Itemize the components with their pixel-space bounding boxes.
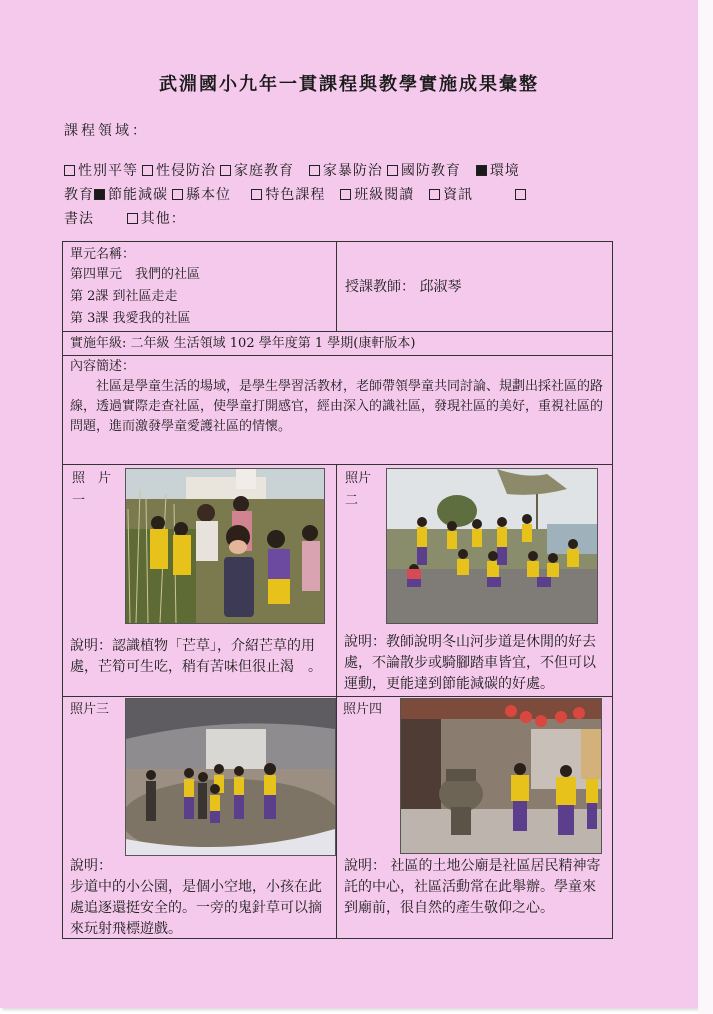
checkbox-box[interactable] [515, 189, 526, 200]
calligraphy-label: 書法 [64, 211, 94, 227]
checkbox-gender-equality[interactable]: 性別平等 [64, 163, 138, 179]
photo-4-scene [401, 699, 601, 853]
unit-line-2: 第 2課 到社區走走 [70, 289, 178, 304]
grade-line: 實施年級: 二年級 生活領域 102 學年度第 1 學期(康軒版本) [70, 336, 416, 351]
checkbox-box[interactable] [127, 213, 138, 224]
unit-line-1: 第四單元 我們的社區 [70, 267, 201, 282]
checkbox-box[interactable] [429, 189, 440, 200]
teacher-label: 授課教師： [345, 279, 415, 295]
summary-label: 內容簡述： [70, 359, 136, 374]
table-divider [336, 241, 337, 331]
checkbox-row-3 [64, 208, 190, 228]
checkbox-other[interactable]: 其他： [127, 211, 186, 227]
document-title: 武淵國小九年一貫課程與教學實施成果彙整 [159, 74, 539, 95]
photo-2-label: 照片 二 [345, 471, 372, 508]
checkbox-box[interactable] [251, 189, 262, 200]
checkbox-sexual-assault-prevention[interactable]: 性侵防治 [142, 163, 216, 179]
unit-label: 單元名稱： [70, 247, 136, 262]
unit-line-3: 第 3課 我愛我的社區 [70, 311, 191, 326]
table-divider [62, 331, 613, 332]
checkbox-box[interactable] [172, 189, 183, 200]
course-domain-label: 課程領域： [64, 123, 149, 139]
checkbox-box-checked[interactable] [94, 189, 105, 200]
checkbox-family-education[interactable]: 家庭教育 [220, 163, 294, 179]
checkbox-row-2 [64, 184, 533, 204]
table-divider [336, 464, 337, 939]
photo-2-scene [387, 469, 597, 623]
checkbox-county-based[interactable]: 縣本位 [172, 187, 231, 203]
photo-1-image [125, 468, 325, 624]
teacher-name: 邱淑琴 [419, 279, 462, 295]
photo-3-label: 照片三 [70, 702, 110, 717]
photo-3-scene [126, 699, 335, 855]
checkbox-domestic-violence[interactable]: 家暴防治 [309, 163, 383, 179]
checkbox-box[interactable] [309, 165, 320, 176]
checkbox-blank[interactable] [515, 187, 529, 203]
photo-4-image [400, 698, 602, 854]
checkbox-box-checked[interactable] [476, 165, 487, 176]
checkbox-box[interactable] [387, 165, 398, 176]
table-divider [62, 696, 613, 697]
checkbox-row-1 [64, 160, 524, 180]
checkbox-box[interactable] [220, 165, 231, 176]
environment-continued-label: 教育 [64, 187, 94, 203]
photo-3-caption: 說明： 步道中的小公園，是個小空地，小孩在此處追逐還挺安全的。一旁的鬼針草可以摘來玩射飛標遊戲。 [70, 858, 322, 937]
checkbox-information[interactable]: 資訊 [429, 187, 473, 203]
photo-2-caption: 說明：教師說明冬山河步道是休閒的好去處，不論散步或騎腳踏車皆宜，不但可以運動，更能達到節能減碳的好處。 [344, 634, 596, 692]
checkbox-box[interactable] [142, 165, 153, 176]
page-edge [698, 0, 713, 1014]
photo-3-image [125, 698, 336, 856]
photo-1-label: 照 片 一 [72, 471, 112, 508]
photo-4-label: 照片四 [343, 702, 383, 717]
table-divider [62, 464, 613, 465]
photo-2-image [386, 468, 598, 624]
table-divider [62, 355, 613, 356]
photo-4-caption: 說明： 社區的土地公廟是社區居民精神寄託的中心，社區活動常在此舉辦。學童來到廟前，很自然的產生敬仰之心。 [344, 858, 601, 916]
checkbox-box[interactable] [340, 189, 351, 200]
checkbox-special-course[interactable]: 特色課程 [251, 187, 325, 203]
checkbox-environment[interactable]: 環境 [476, 163, 520, 179]
photo-1-scene [126, 469, 324, 623]
checkbox-box[interactable] [64, 165, 75, 176]
checkbox-class-reading[interactable]: 班級閱讀 [340, 187, 414, 203]
checkbox-national-defense[interactable]: 國防教育 [387, 163, 461, 179]
teacher-field [345, 277, 461, 297]
checkbox-energy-saving[interactable]: 節能減碳 [94, 187, 168, 203]
summary-text: 社區是學童生活的場域，是學生學習活教材，老師帶領學童共同討論、規劃出採社區的路線，透過實際走查社區，使學童打開感官，經由深入的識社區，發現社區的美好，重視社區的問題，進而激發學童愛護社區的情懷。 [70, 379, 604, 434]
photo-1-caption: 說明：認識植物「芒草」，介紹芒草的用處，芒筍可生吃，稍有苦味但很止渴 。 [70, 638, 322, 675]
